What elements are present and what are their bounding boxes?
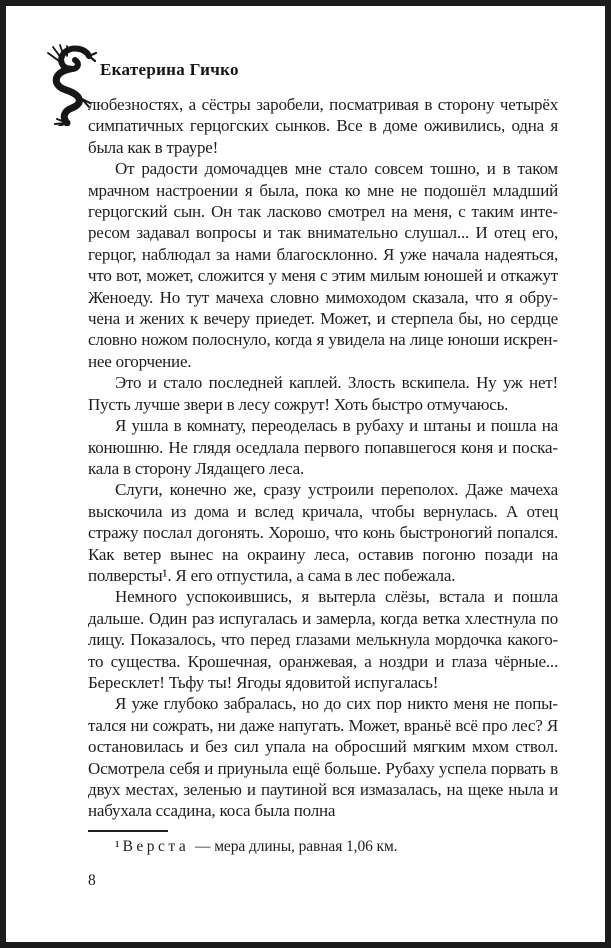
paragraph: Я уже глубоко забралась, но до сих пор никто меня не попытался ни сожрать, ни даже напугать. Может, враньё всё про лес? Я остановилась и без сил упала на обросший мягким мхом ствол. Осмотрела себя и приуныла ещё больше. Рубаху успела порвать в двух местах, зеленью и паутиной вся измазалась, на щеке ныла и набухала ссадина, коса была полна bbox=[88, 694, 558, 821]
paragraph: любезностях, а сёстры заробели, посматривая в сторону четырёх симпатичных герцогских сынков. Все в доме оживились, одна я была как в трауре! bbox=[88, 95, 558, 157]
author-running-head: Екатерина Гичко bbox=[100, 60, 239, 79]
footnote-divider bbox=[88, 830, 168, 832]
page-number: 8 bbox=[88, 871, 96, 889]
paragraph: Это и стало последней каплей. Злость вскипела. Ну уж нет! Пусть лучше звери в лесу сожрут! Хоть быстро отмучаюсь. bbox=[88, 373, 558, 414]
body-text-column bbox=[88, 94, 558, 890]
footnote-term: Верста bbox=[122, 837, 190, 855]
paragraph: Слуги, конечно же, сразу устроили переполох. Даже мачеха выскочила из дома и вслед кричала, чтобы вернулась. А отец стражу послал догонять. Хорошо, что конь быстроногий попался. Как ветер вынес на окраину леса, оставив погоню позади на полверсты¹. Я его отпустила, а сама в лес побежала. bbox=[88, 480, 558, 585]
paragraph: Немного успокоившись, я вытерла слёзы, встала и пошла дальше. Один раз испугалась и замерла, когда ветка хлестнула по лицу. Показалось, что перед глазами мелькнула мордочка какого-то существа. Крошечная, оранжевая, а ноздри и глаза чёрные... Бересклет! Тьфу ты! Ягоды ядовитой испугалась! bbox=[88, 587, 558, 692]
paragraph: Я ушла в комнату, переоделась в рубаху и штаны и пошла на конюшню. Не глядя оседлала первого попавшегося коня и поскакала в сторону Лядащего леса. bbox=[88, 416, 558, 478]
footnote-marker: ¹ bbox=[115, 837, 120, 855]
paragraph: От радости домочадцев мне стало совсем тошно, и в таком мрачном настроении я была, пока ко мне не подошёл младший герцогский сын. Он так ласково смотрел на меня, с таким интересом задавал вопросы и так внимательно слушал... И отец его, герцог, наблюдал за нами благосклонно. Я уже начала надеяться, что вот, может, сложится у меня с этим милым юношей и откажут Женоеду. Но тут мачеха словно мимоходом сказала, что я обручена и жених к вечеру приедет. Может, и стерпела бы, но сердце словно ножом полоснуло, когда я увидела на лице юноши искреннее огорчение. bbox=[88, 159, 558, 371]
footnote-definition: — мера длины, равная 1,06 км. bbox=[195, 837, 398, 855]
footnote bbox=[88, 837, 558, 857]
